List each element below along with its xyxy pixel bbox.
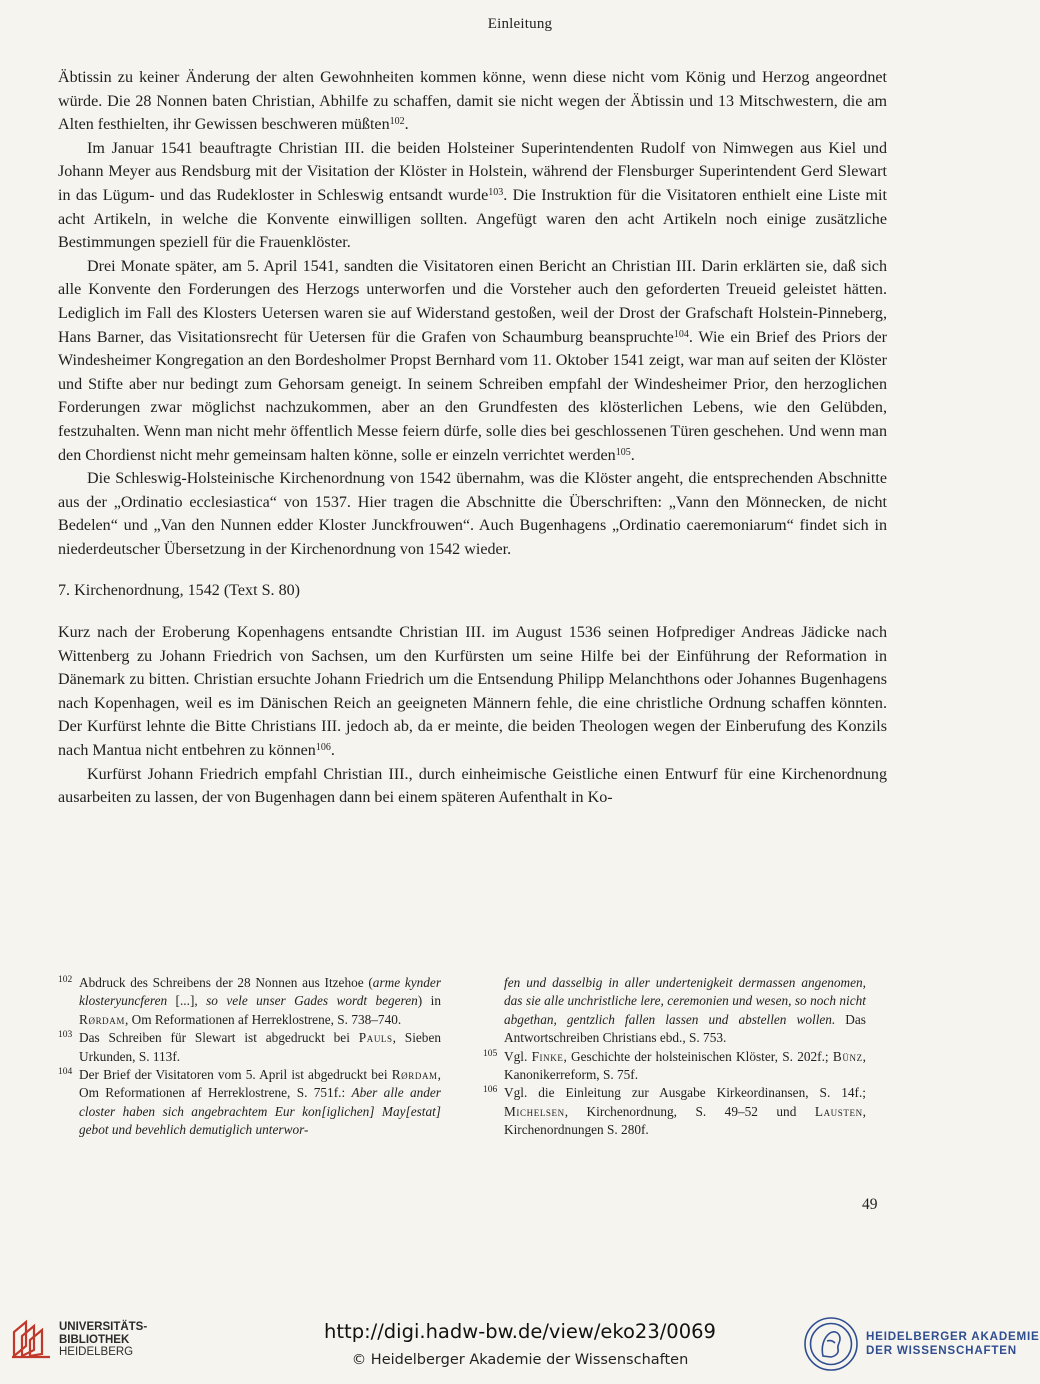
text-run: .: [630, 446, 635, 464]
text-run: , Sieben Urkunden, S. 113f.: [79, 1030, 441, 1064]
footnote-number: 104: [58, 1067, 73, 1078]
italic-run: fen und dasselbig in aller undertenigkeit dermassen angenomen, das sie alle unchristliche lere, ceremonien und wesen, so noch nicht abgethan, gentzlich fallen lassen und abstellen wollen.: [504, 975, 866, 1027]
text-run: .: [330, 742, 335, 760]
section-heading: 7. Kirchenordnung, 1542 (Text S. 80): [58, 582, 301, 600]
author-name: Rørdam: [391, 1067, 438, 1083]
text-run: , Om Reformationen af Herreklostrene, S. 738–740.: [124, 1011, 402, 1027]
footnote-number: 103: [58, 1030, 73, 1041]
body-text: [58, 66, 887, 810]
footnote-ref[interactable]: 106: [315, 742, 331, 754]
text-run: Vgl.: [504, 1048, 532, 1064]
copyright-notice: © Heidelberger Akademie der Wissenschaften: [351, 1352, 689, 1368]
footnotes-right-column: [483, 974, 866, 1140]
text-run: , Om Reformationen af Herreklostrene, S. 751f.:: [79, 1067, 441, 1101]
text-run: Vgl. die Einleitung zur Ausgabe Kirkeordinansen, S. 14f.;: [504, 1085, 866, 1101]
text-run: ) in: [417, 993, 441, 1009]
academy-name[interactable]: [866, 1330, 1040, 1357]
footnote: [483, 1048, 866, 1085]
footnote-ref[interactable]: 103: [488, 186, 504, 198]
author-name: Michelsen: [504, 1103, 565, 1119]
section-paragraphs-block: [58, 621, 887, 810]
page-number: 49: [862, 1196, 878, 1213]
text-run: Das Antwortschreiben Christians ebd., S. 753.: [504, 1011, 866, 1046]
permalink-url[interactable]: http://digi.hadw-bw.de/view/eko23/0069: [324, 1320, 716, 1343]
text-run: . Die Instruktion für die Visitatoren enthielt eine Liste mit acht Artikeln, in welche die Konvente einwilligen sollten. Angefügt waren den acht Artikeln noch einige zusätzliche Bestimmungen speziell für die Frauenklöster.: [58, 186, 887, 252]
paragraphs-block: [58, 66, 887, 561]
italic-run: arme kynder klosteryuncferen: [79, 975, 441, 1009]
author-name: Lausten: [814, 1103, 863, 1119]
text-run: . Wie ein Brief des Priors der Windesheimer Kongregation an den Bordesholmer Propst Bernhard vom 11. Oktober 1541 zeigt, war man auf seiten der Klöster und Stifte aber nur bedingt zum Gehorsam geneigt. In seinem Schreiben empfahl der Windesheimer Prior, den herzoglichen Forderungen zwar möglichst nachzukommen, aber an den Grundfesten des klösterlichen Lebens, wie den Gelübden, festzuhalten. Wenn man nicht mehr öffentlich Messe feiern dürfe, solle dies bei geschlossenen Türen geschehen. Und wenn man den Chordienst nicht mehr gemeinsam halten könne, solle er einzeln verrichtet werden: [58, 328, 887, 464]
text-run: Das Schreiben für Slewart ist abgedruckt bei: [79, 1030, 359, 1046]
footnote-number: 102: [58, 975, 73, 985]
text-run: Abdruck des Schreibens der 28 Nonnen aus Itzehoe (: [79, 975, 373, 990]
footnote: [58, 1066, 441, 1140]
text-run: Der Brief der Visitatoren vom 5. April ist abgedruckt bei: [79, 1067, 392, 1083]
footnote: [483, 1084, 866, 1139]
text-run: .: [404, 116, 409, 134]
text-run: Im Januar 1541 beauftragte Christian III. die beiden Holsteiner Superintendenten Rudolf von Nimwegen aus Kiel und Johann Meyer aus Rendsburg mit der Visitation der Klöster in Holstein, während der Flensburger Superintendent Gerd Slewart in das Lügum- und das Rudekloster in Schleswig entsandt wurde: [58, 139, 887, 204]
academy-seal-icon[interactable]: [803, 1316, 859, 1372]
footnote-ref[interactable]: 102: [389, 116, 405, 128]
text-run: , Kirchenordnung, S. 49–52 und: [564, 1103, 815, 1119]
footer-bar: [0, 1300, 1040, 1384]
footnote: [58, 1029, 441, 1066]
text-run: , Kirchenordnungen S. 280f.: [504, 1103, 866, 1138]
footnote-number: 105: [483, 1048, 498, 1059]
author-name: Bünz: [832, 1048, 863, 1064]
paragraph: [58, 467, 887, 561]
running-head: Einleitung: [487, 16, 553, 32]
paragraph: [58, 137, 887, 255]
library-name-line3: HEIDELBERG: [59, 1346, 134, 1358]
footnotes-left-column: [58, 974, 441, 1140]
text-run: Kurz nach der Eroberung Kopenhagens entsandte Christian III. im August 1536 seinen Hofprediger Andreas Jädicke nach Wittenberg zu Johann Friedrich von Sachsen, um den Kurfürsten um seine Hilfe bei der Einführung der Reformation in Dänemark zu bitten. Christian ersuchte Johann Friedrich um die Entsendung Philipp Melanchthons oder Johannes Bugenhagens nach Kopenhagen, weil es im Dänischen Reich an geeigneten Männern fehle, die eine christliche Ordnung schaffen könnten. Der Kurfürst lehnte die Bitte Christians III. jedoch ab, da er meinte, die beiden Theologen wegen der Einberufung des Konzils nach Mantua nicht entbehren zu können: [58, 624, 887, 760]
academy-name-line2: DER WISSENSCHAFTEN: [866, 1343, 1017, 1357]
author-name: Finke: [531, 1048, 564, 1064]
footnote-ref[interactable]: 105: [615, 446, 631, 458]
italic-run: Aber alle ander closter haben sich angebrachtem Eur kon[iglichen] May[estat] gebot und bevehlich demutiglich unterwor-: [79, 1085, 441, 1138]
author-name: Rørdam: [79, 1011, 125, 1027]
author-name: Pauls: [358, 1030, 393, 1046]
footnote-number: 106: [483, 1085, 498, 1096]
text-run: Äbtissin zu keiner Änderung der alten Gewohnheiten kommen könne, wenn diese nicht vom König und Herzog angeordnet würde. Die 28 Nonnen baten Christian, Abhilfe zu schaffen, damit sie nicht wegen der Äbtissin und 13 Mitschwestern, die am Alten festhielten, ihr Gewissen beschweren müßten: [58, 69, 887, 134]
paragraph: [58, 621, 887, 763]
footnote-ref[interactable]: 104: [673, 328, 689, 340]
text-run: [...],: [167, 993, 207, 1009]
text-run: Kurfürst Johann Friedrich empfahl Christian III., durch einheimische Geistliche einen Entwurf für eine Kirchenordnung ausarbeiten zu lassen, der von Bugenhagen dann bei einem späteren Aufenthalt in Ko-: [58, 765, 887, 807]
paragraph: [58, 255, 887, 467]
text-run: Drei Monate später, am 5. April 1541, sandten die Visitatoren einen Bericht an Christian III. Darin erklärten sie, daß sich alle Konvente den Forderungen des Herzogs unterworfen und die Vorsteher auch den geforderten Treueid geleistet hätten. Lediglich im Fall des Klosters Uetersen waren sie auf Widerstand gestoßen, weil der Drost der Grafschaft Holstein-Pinneberg, Hans Barner, das Visitationsrecht für Uetersen für die Grafen von Schaumburg beanspruchte: [58, 257, 887, 346]
paragraph: [58, 763, 887, 810]
text-run: Die Schleswig-Holsteinische Kirchenordnung von 1542 übernahm, was die Klöster angeht, die entsprechenden Abschnitte aus der „Ordinatio ecclesiastica“ von 1537. Hier tragen die Abschnitte die Überschriften: „Vann den Mönnecken, de nicht Bedelen“ und „Van den Nunnen edder Kloster Junckfrouwen“. Auch Bugenhagens „Ordinatio caeremoniarum“ findet sich in niederdeutscher Übersetzung in der Kirchenordnung von 1542 wieder.: [58, 470, 887, 558]
text-run: , Kanonikerreform, S. 75f.: [504, 1048, 866, 1083]
library-name-line1: UNIVERSITÄTS-: [59, 1321, 148, 1333]
library-name-line2: BIBLIOTHEK: [59, 1333, 130, 1346]
footnote: [483, 974, 866, 1048]
paragraph: [58, 66, 887, 137]
academy-name-line1: HEIDELBERGER AKADEMIE: [866, 1330, 1040, 1343]
footnote: [58, 974, 441, 1029]
text-run: , Geschichte der holsteinischen Klöster, S. 202f.;: [563, 1048, 833, 1064]
italic-run: so vele unser Gades wordt begeren: [206, 993, 418, 1009]
